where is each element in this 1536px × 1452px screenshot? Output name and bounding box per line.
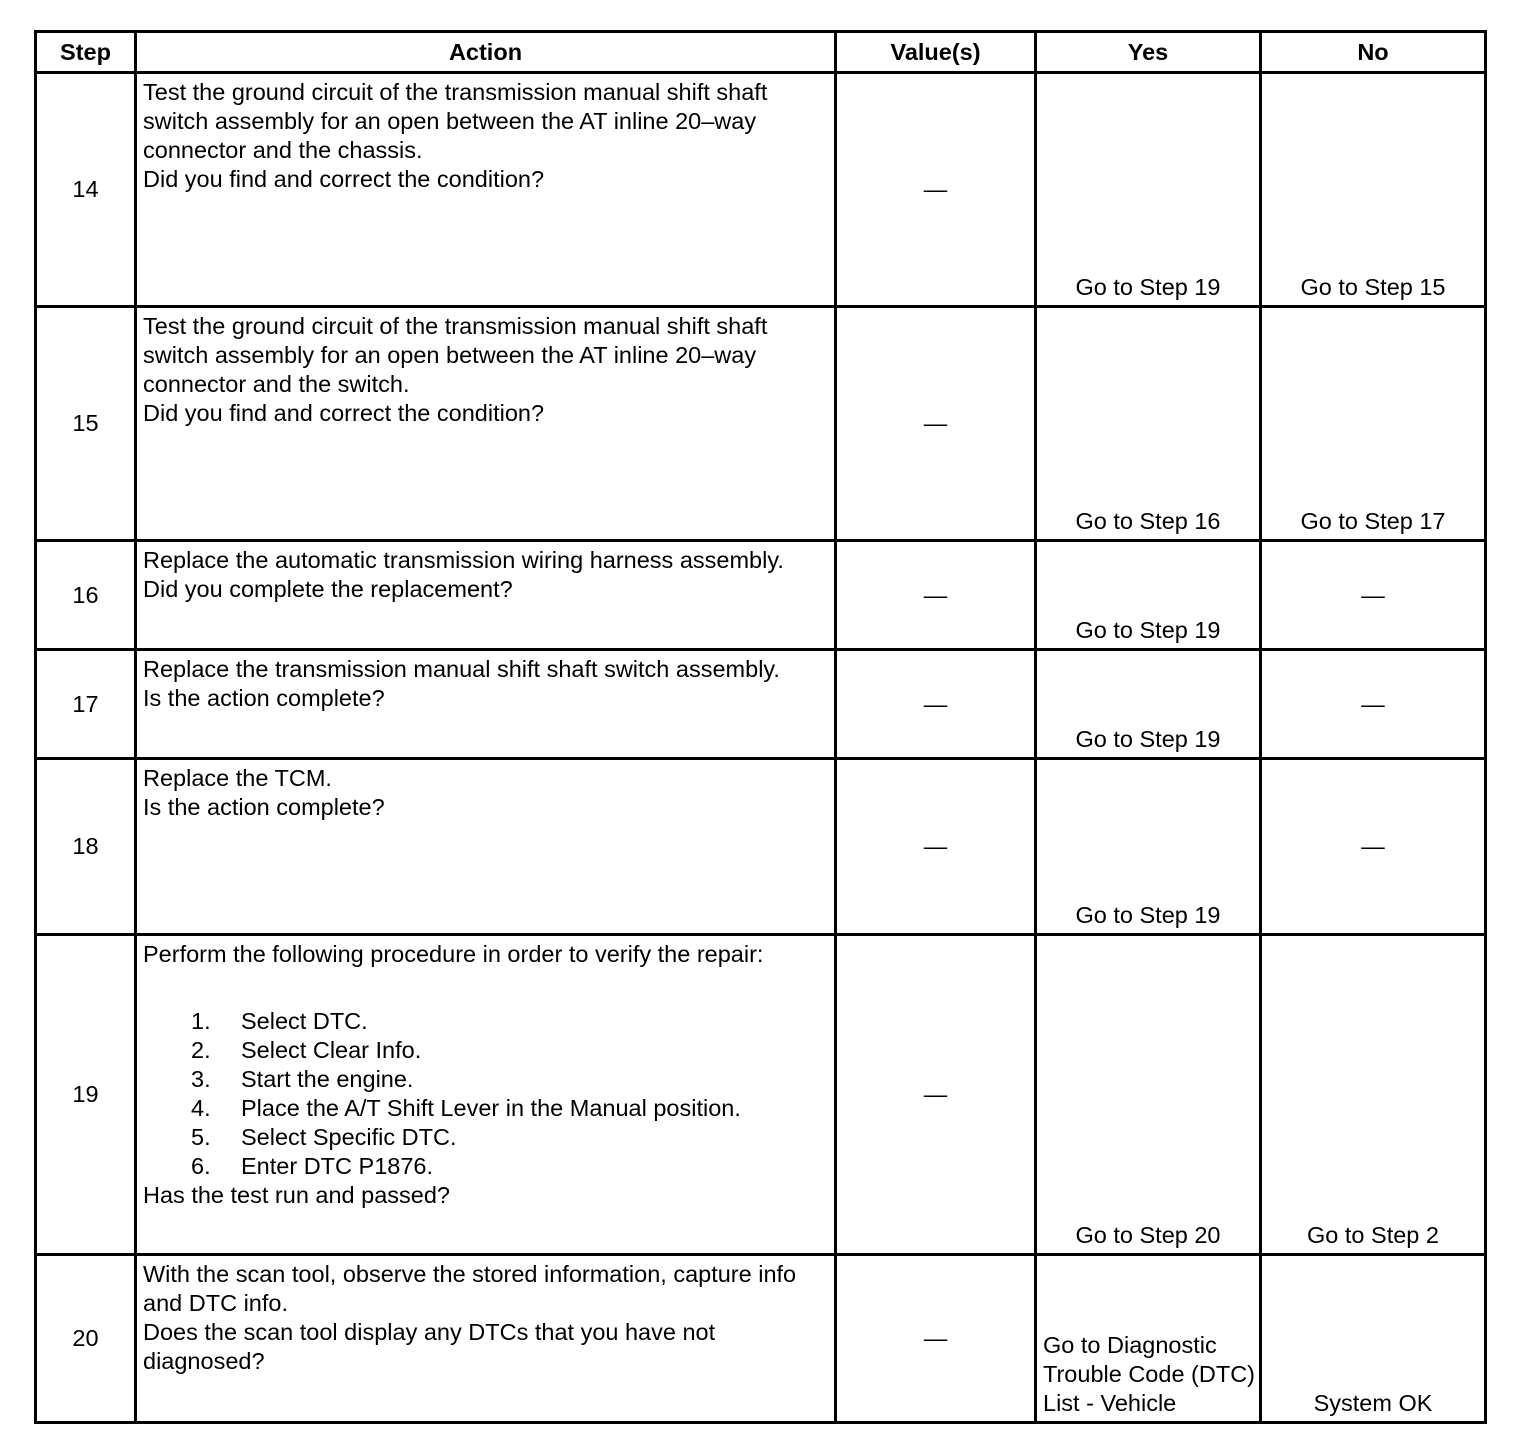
step-number: 15 — [36, 307, 136, 541]
value-dash: — — [923, 1081, 948, 1107]
yes-cell: Go to Step 20 — [1036, 935, 1261, 1255]
action-cell — [136, 541, 836, 650]
value-cell — [836, 650, 1036, 759]
table-row-step-19 — [36, 935, 1486, 1255]
yes-cell: Go to Diagnostic Trouble Code (DTC) List - Vehicle — [1036, 1255, 1261, 1423]
procedure-step-text: Start the engine. — [241, 1066, 414, 1092]
diagnostic-table — [34, 30, 1487, 1424]
procedure-step — [191, 1152, 828, 1181]
action-cell — [136, 935, 836, 1255]
procedure-step-text: Select DTC. — [241, 1008, 368, 1034]
procedure-list — [143, 1007, 828, 1181]
yes-cell: Go to Step 19 — [1036, 759, 1261, 935]
yes-cell: Go to Step 16 — [1036, 307, 1261, 541]
action-cell — [136, 650, 836, 759]
value-dash: — — [923, 833, 948, 859]
action-question: Does the scan tool display any DTCs that you have not diagnosed? — [143, 1319, 716, 1374]
procedure-step — [191, 1065, 828, 1094]
value-cell — [836, 935, 1036, 1255]
step-number: 19 — [36, 935, 136, 1255]
no-cell: Go to Step 17 — [1261, 307, 1486, 541]
action-cell — [136, 1255, 836, 1423]
value-dash: — — [923, 410, 948, 436]
procedure-step-number: 1. — [191, 1008, 211, 1034]
step-number: 17 — [36, 650, 136, 759]
step-number: 20 — [36, 1255, 136, 1423]
procedure-step — [191, 1094, 828, 1123]
action-cell — [136, 307, 836, 541]
procedure-step-text: Place the A/T Shift Lever in the Manual position. — [241, 1095, 741, 1121]
action-question: Has the test run and passed? — [143, 1182, 451, 1208]
table-row-step-16 — [36, 541, 1486, 650]
header-step: Step — [36, 32, 136, 73]
table-row-step-17 — [36, 650, 1486, 759]
table-row-step-14 — [36, 73, 1486, 307]
procedure-step-number: 5. — [191, 1124, 211, 1150]
procedure-step-text: Enter DTC P1876. — [241, 1153, 434, 1179]
action-cell — [136, 73, 836, 307]
no-cell: Go to Step 2 — [1261, 935, 1486, 1255]
action-question: Is the action complete? — [143, 794, 385, 820]
step-number: 14 — [36, 73, 136, 307]
value-dash: — — [923, 1325, 948, 1351]
procedure-step-text: Select Clear Info. — [241, 1037, 422, 1063]
no-cell: — — [1261, 541, 1486, 650]
action-text: Test the ground circuit of the transmission manual shift shaft switch assembly for an open between the AT inline 20–way connector and the chassis. — [143, 79, 768, 163]
procedure-intro: Perform the following procedure in order to verify the repair: — [143, 941, 764, 967]
value-cell — [836, 307, 1036, 541]
yes-cell: Go to Step 19 — [1036, 541, 1261, 650]
table-row-step-20 — [36, 1255, 1486, 1423]
no-cell: — — [1261, 759, 1486, 935]
action-text: Test the ground circuit of the transmission manual shift shaft switch assembly for an open between the AT inline 20–way connector and the switch. — [143, 313, 768, 397]
step-number: 18 — [36, 759, 136, 935]
value-dash: — — [923, 581, 948, 608]
action-text — [143, 936, 828, 1181]
action-cell — [136, 759, 836, 935]
value-cell — [836, 73, 1036, 307]
no-cell: — — [1261, 650, 1486, 759]
action-text: Replace the TCM. — [143, 765, 332, 791]
action-text: Replace the transmission manual shift shaft switch assembly. — [143, 656, 780, 682]
action-text: With the scan tool, observe the stored information, capture info and DTC info. — [143, 1261, 797, 1316]
no-cell: System OK — [1261, 1255, 1486, 1423]
procedure-step — [191, 1036, 828, 1065]
procedure-step-number: 6. — [191, 1153, 211, 1179]
value-dash: — — [923, 176, 948, 202]
procedure-step-text: Select Specific DTC. — [241, 1124, 457, 1150]
procedure-step-number: 4. — [191, 1095, 211, 1121]
procedure-step-number: 2. — [191, 1037, 211, 1063]
value-cell — [836, 759, 1036, 935]
value-dash: — — [923, 690, 948, 717]
header-yes: Yes — [1036, 32, 1261, 73]
procedure-step — [191, 1007, 828, 1036]
action-question: Did you find and correct the condition? — [143, 400, 545, 426]
procedure-step-number: 3. — [191, 1066, 211, 1092]
step-number: 16 — [36, 541, 136, 650]
action-question: Did you complete the replacement? — [143, 576, 513, 602]
header-values: Value(s) — [836, 32, 1036, 73]
procedure-step — [191, 1123, 828, 1152]
header-action: Action — [136, 32, 836, 73]
value-cell — [836, 1255, 1036, 1423]
yes-cell: Go to Step 19 — [1036, 73, 1261, 307]
value-cell — [836, 541, 1036, 650]
header-no: No — [1261, 32, 1486, 73]
table-row-step-15 — [36, 307, 1486, 541]
action-text: Replace the automatic transmission wiring harness assembly. — [143, 547, 784, 573]
yes-cell: Go to Step 19 — [1036, 650, 1261, 759]
action-question: Did you find and correct the condition? — [143, 166, 545, 192]
header-row — [36, 32, 1486, 73]
action-question: Is the action complete? — [143, 685, 385, 711]
no-cell: Go to Step 15 — [1261, 73, 1486, 307]
table-row-step-18 — [36, 759, 1486, 935]
